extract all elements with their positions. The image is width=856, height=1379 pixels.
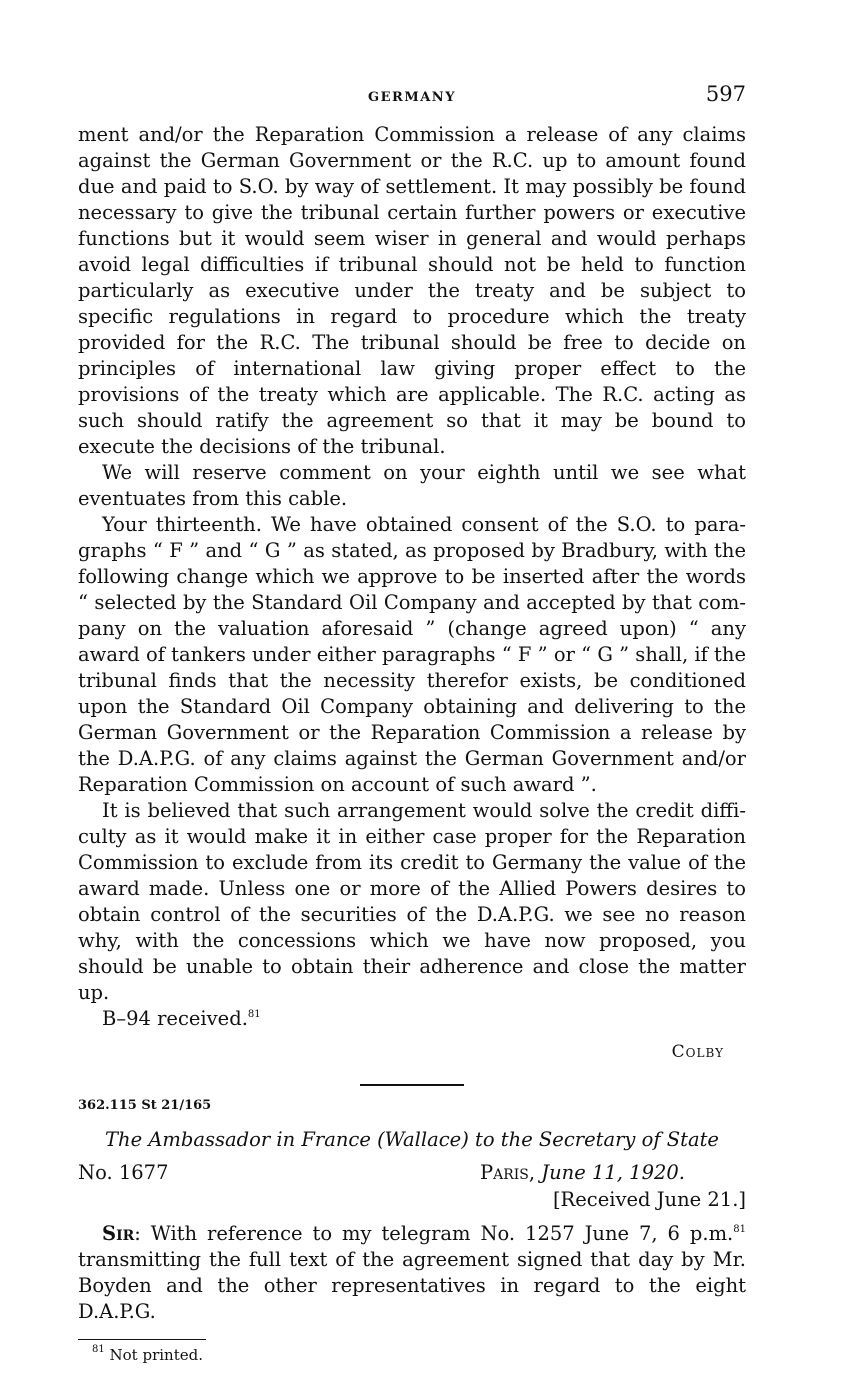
paragraph-3: Your thirteenth. We have obtained consent of the S.O. to paragraphs “ F ” and “ G ” as stated, as proposed by Bradbury, with the following change which we approve to be inserted after the words “ selected by the Standard Oil Company and accepted by that company on the valuation aforesaid ” (change agreed upon) “ any award of tankers under either paragraphs “ F ” or “ G ” shall, if the tribunal finds that the necessity therefor exists, be conditioned upon the Standard Oil Company obtaining and delivering to the German Government or the Reparation Commission a release by the D.A.P.G. of any claims against the German Government and/or Reparation Commission on account of such award ”. (78, 513, 746, 796)
footnote (78, 1346, 746, 1364)
footnote-number: 81 (92, 1344, 105, 1355)
document-meta (78, 1161, 746, 1187)
section-divider (360, 1084, 464, 1086)
received-date: [Received June 21.] (552, 1188, 746, 1211)
signature: Colby (671, 1042, 724, 1062)
footnote-ref-2: 81 (733, 1224, 746, 1235)
paragraph-5 (78, 1006, 746, 1032)
running-head: GERMANY (368, 90, 456, 105)
document-title: The Ambassador in France (Wallace) to the Secretary of State (105, 1128, 719, 1151)
file-number: 362.115 St 21/165 (78, 1098, 212, 1113)
place: Paris, (480, 1161, 536, 1184)
place-date (480, 1161, 685, 1184)
footnote-ref: 81 (247, 1009, 261, 1020)
footnote-text: Not printed. (109, 1346, 203, 1364)
salutation: Sir (102, 1222, 135, 1245)
paragraph-2: We will reserve comment on your eighth until we see what eventuates from this cable. (78, 461, 746, 510)
letter-text-2: transmitting the full text of the agreement signed that day by Mr. Boyden and the other representatives in regard to the eight D.A.P.G. (78, 1248, 746, 1323)
document-number: No. 1677 (78, 1161, 169, 1184)
page (78, 82, 746, 1364)
received-note: B–94 received. (102, 1007, 248, 1030)
letter-text-1: : With reference to my telegram No. 1257 June 7, 6 p.m. (134, 1222, 734, 1245)
paragraph-1: ment and/or the Reparation Commission a release of any claims against the German Government or the R.C. up to amount found due and paid to S.O. by way of settlement. It may possibly be found necessary to give the tribunal certain further powers or executive functions but it would seem wiser in general and would perhaps avoid legal difficulties if tribunal should not be held to function particularly as executive under the treaty and be subject to specific regulations in regard to procedure which the treaty provided for the R.C. The tribunal should be free to decide on principles of international law giving proper effect to the provisions of the treaty which are applicable. The R.C. acting as such should ratify the agreement so that it may be bound to execute the decisions of the tribunal. (78, 123, 746, 458)
page-header (78, 82, 746, 122)
paragraph-4: It is believed that such arrangement would solve the credit difficulty as it would make it in either case proper for the Reparation Commission to exclude from its credit to Germany the value of the award made. Unless one or more of the Allied Powers desires to obtain control of the securities of the D.A.P.G. we see no reason why, with the concessions which we have now proposed, you should be unable to obtain their adherence and close the matter up. (78, 799, 746, 1004)
date: June 11, 1920. (541, 1161, 686, 1184)
page-number: 597 (705, 82, 746, 106)
footnote-divider (78, 1339, 206, 1340)
letter-opening (78, 1221, 746, 1325)
